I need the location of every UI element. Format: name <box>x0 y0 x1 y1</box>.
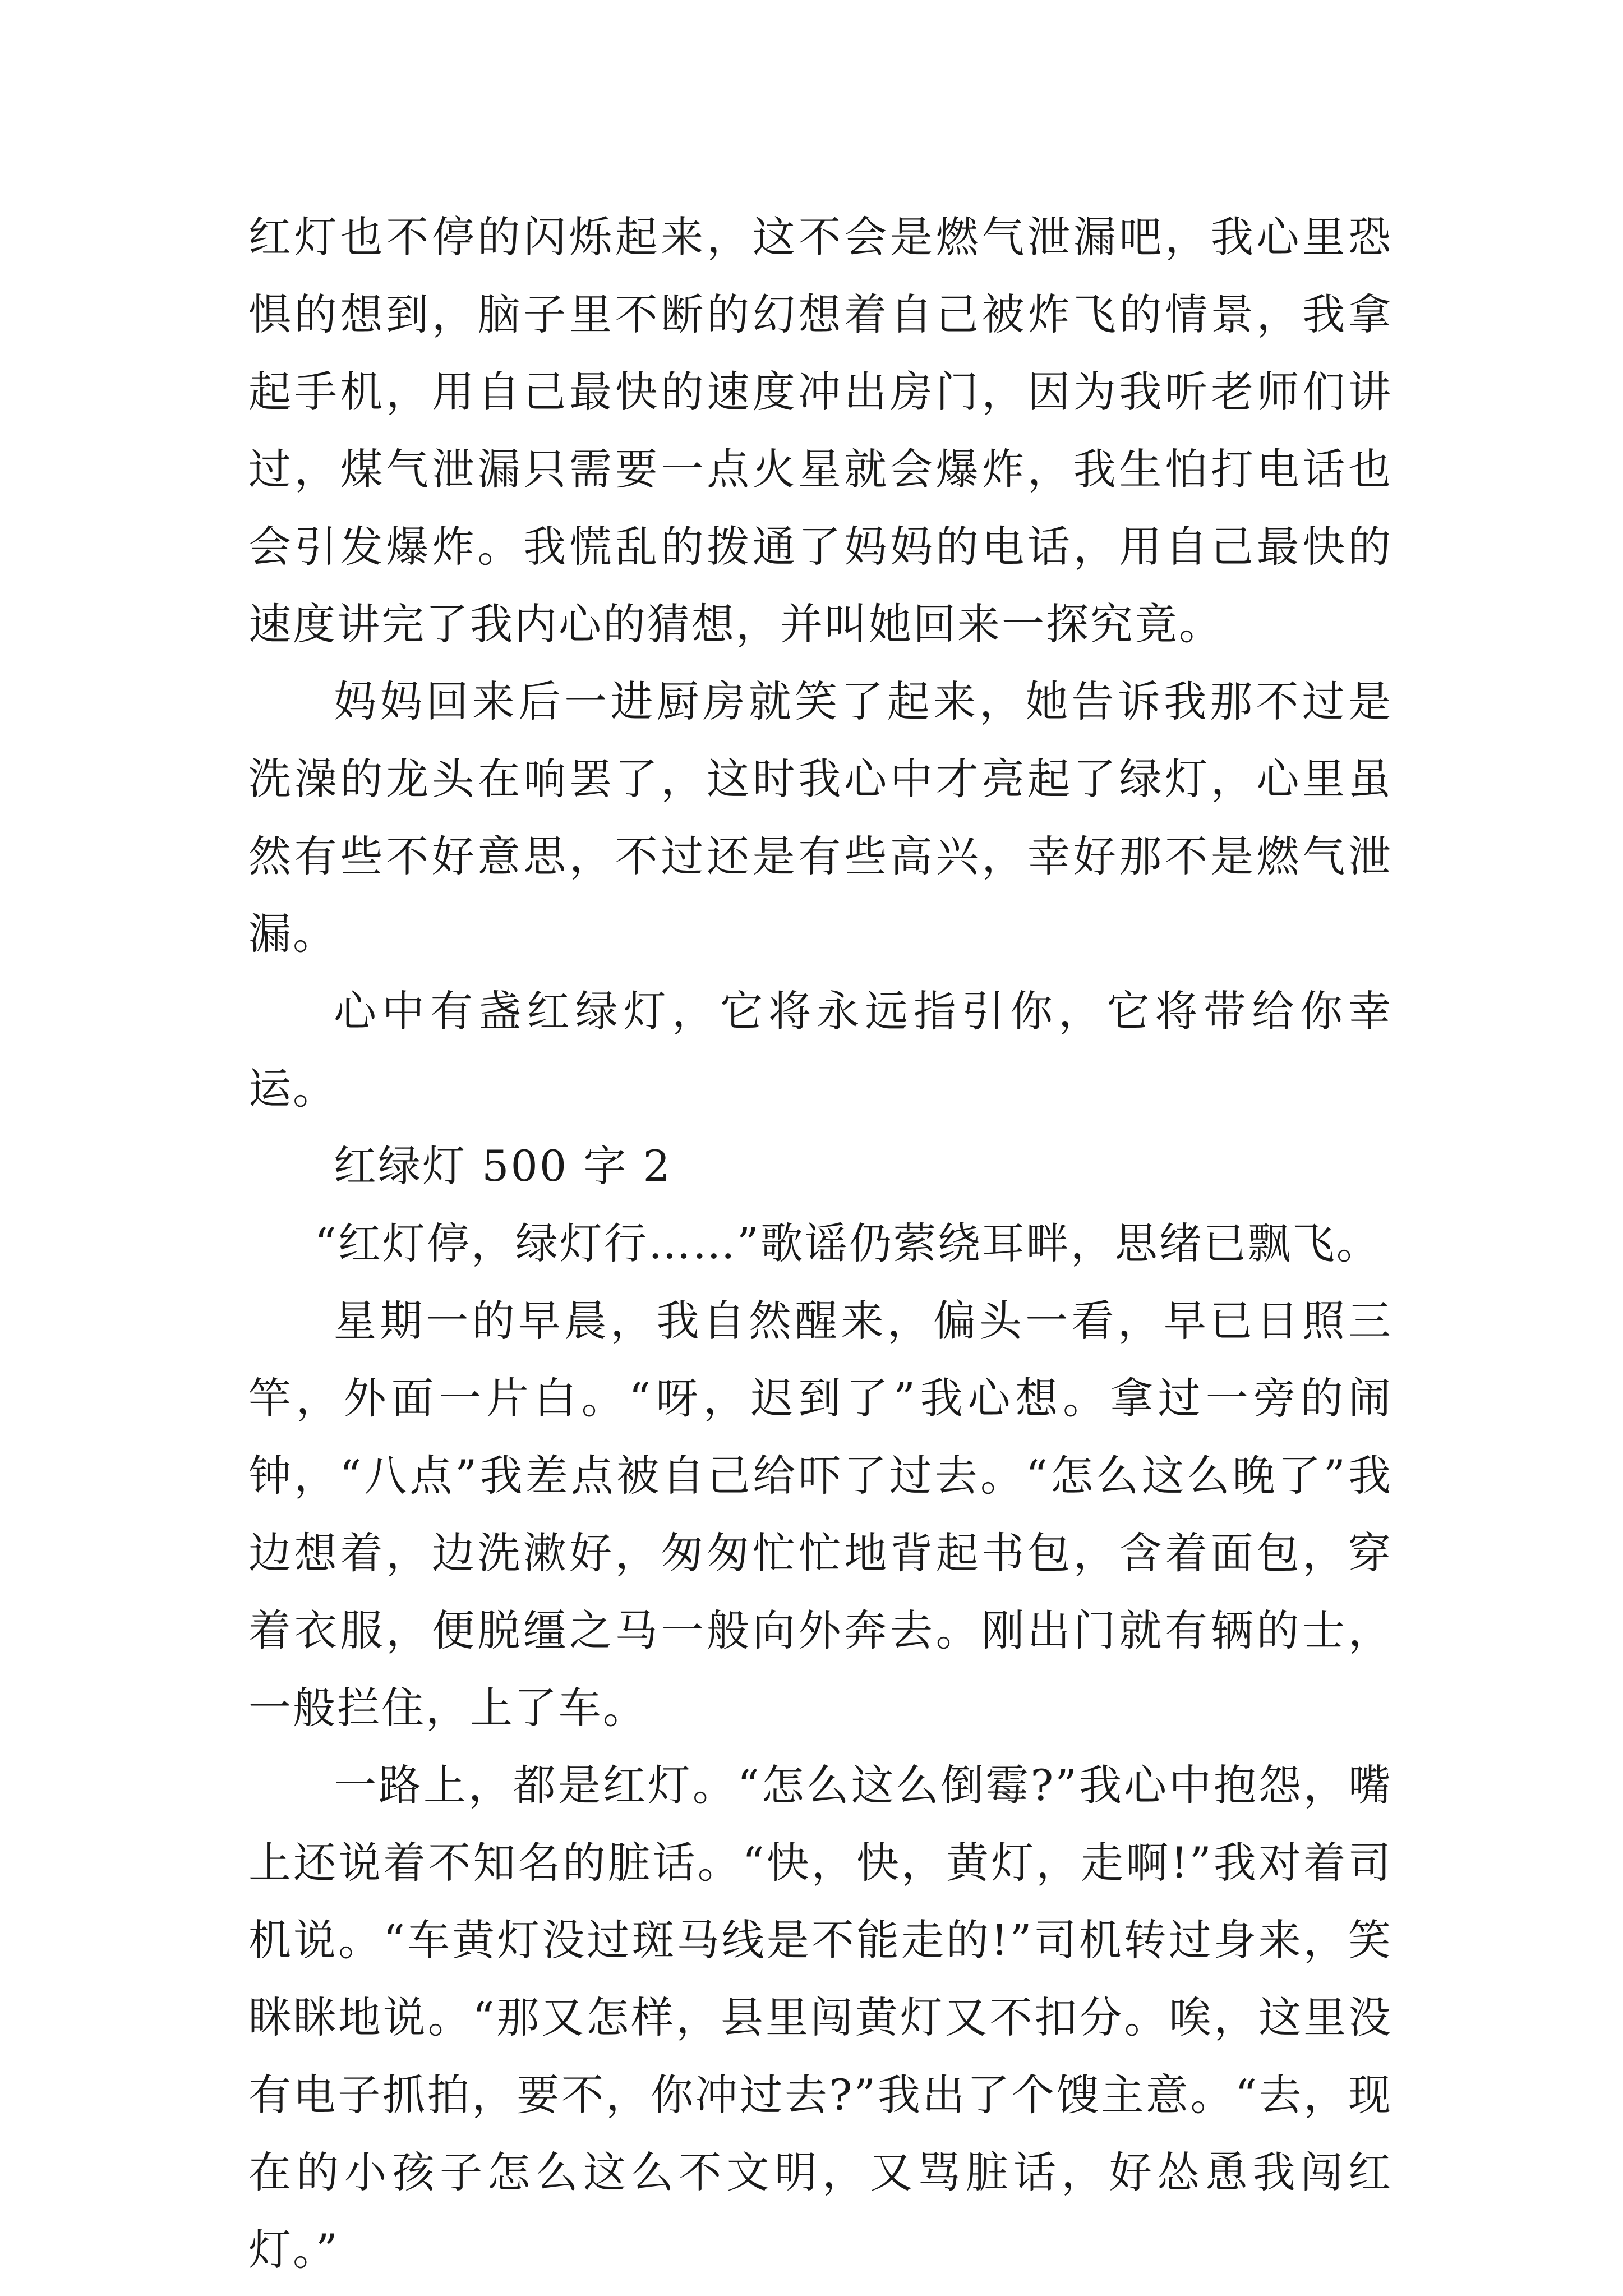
document-body <box>248 199 1393 2289</box>
section-heading: 红绿灯 500 字 2 <box>334 1141 672 1191</box>
paragraph-red-lights: 一路上，都是红灯。“怎么这么倒霉?”我心中抱怨，嘴上还说着不知名的脏话。“快，快，黄灯，走啊!”我对着司机说。“车黄灯没过斑马线是不能走的!”司机转过身来，笑眯眯地说。“那又怎样，县里闯黄灯又不扣分。唉，这里没有电子抓拍，要不，你冲过去?”我出了个馊主意。“去，现在的小孩子怎么这么不文明，又骂脏话，好怂恿我闯红灯。” <box>248 1760 1393 2275</box>
paragraph-song: “红灯停，绿灯行……”歌谣仍萦绕耳畔，思绪已飘飞。 <box>315 1218 1381 1268</box>
paragraph-closing: 心中有盏红绿灯，它将永远指引你，它将带给你幸运。 <box>248 986 1393 1114</box>
paragraph-monday-morning: 星期一的早晨，我自然醒来，偏头一看，早已日照三竿，外面一片白。“呀，迟到了”我心想。拿过一旁的闹钟，“八点”我差点被自己给吓了过去。“怎么这么晚了”我边想着，边洗漱好，匆匆忙忙地背起书包，含着面包，穿着衣服，便脱缰之马一般向外奔去。刚出门就有辆的士，一般拦住，上了车。 <box>248 1296 1393 1733</box>
paragraph-continued: 红灯也不停的闪烁起来，这不会是燃气泄漏吧，我心里恐惧的想到，脑子里不断的幻想着自己被炸飞的情景，我拿起手机，用自己最快的速度冲出房门，因为我听老师们讲过，煤气泄漏只需要一点火星就会爆炸，我生怕打电话也会引发爆炸。我慌乱的拨通了妈妈的电话，用自己最快的速度讲完了我内心的猜想，并叫她回来一探究竟。 <box>248 212 1393 649</box>
paragraph-mom-returns: 妈妈回来后一进厨房就笑了起来，她告诉我那不过是洗澡的龙头在响罢了，这时我心中才亮起了绿灯，心里虽然有些不好意思，不过还是有些高兴，幸好那不是燃气泄漏。 <box>248 677 1393 959</box>
